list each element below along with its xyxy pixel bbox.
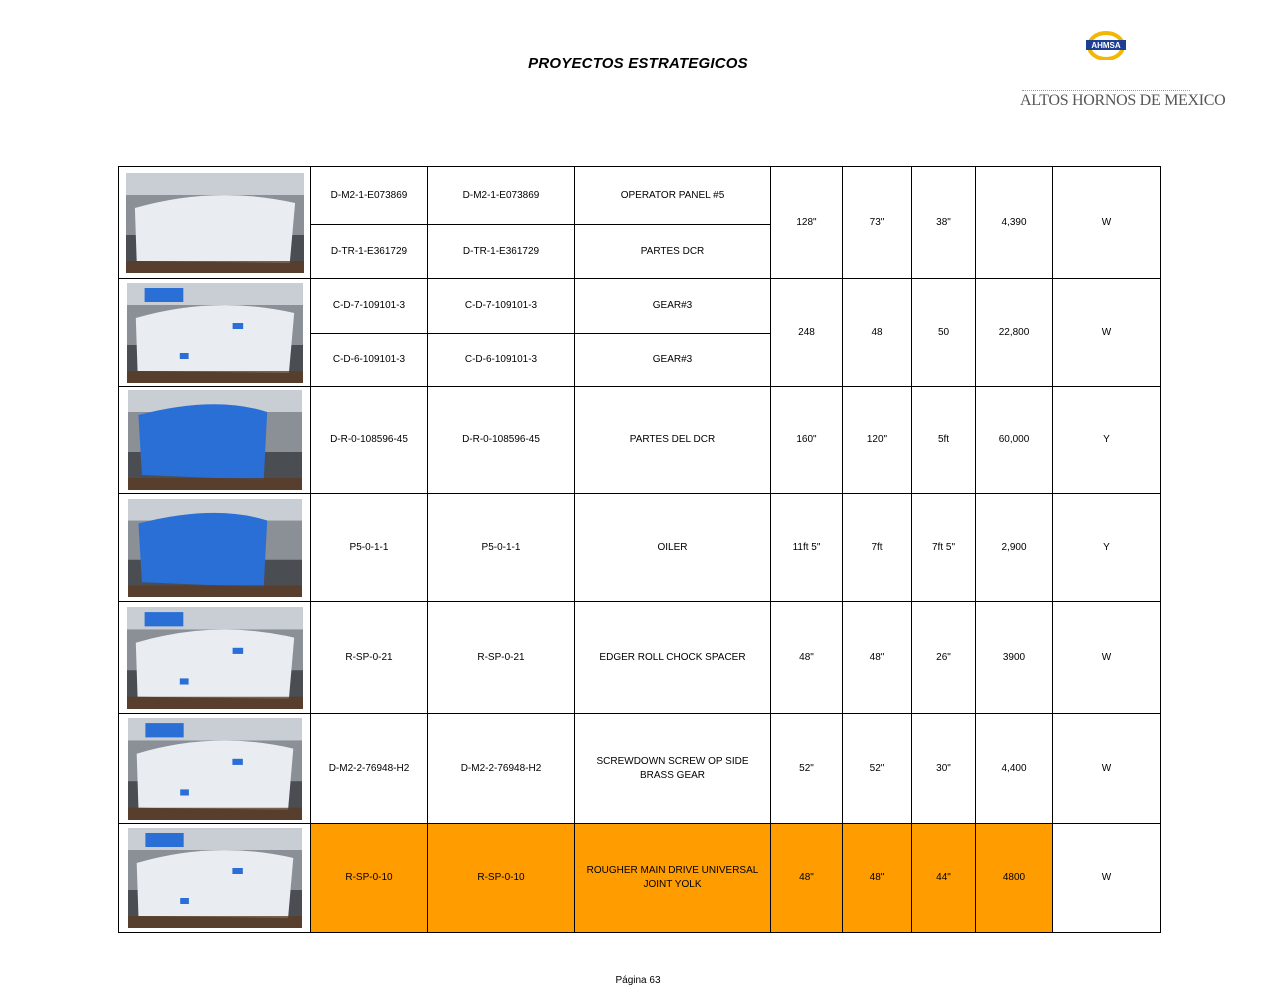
dimension-width: 120" <box>843 387 912 494</box>
logo-company-name: ALTOS HORNOS DE MEXICO <box>1020 92 1226 109</box>
weight-value: 4,390 <box>976 167 1053 279</box>
part-number-a: P5-0-1-1 <box>311 494 428 602</box>
part-number-b: D-M2-1-E073869 <box>428 167 575 225</box>
dimension-width: 7ft <box>843 494 912 602</box>
table-row <box>119 602 1161 714</box>
dimension-height: 50 <box>912 279 976 387</box>
part-number-b: C-D-7-109101-3 <box>428 279 575 334</box>
item-description: GEAR#3 <box>575 334 771 387</box>
logo-divider <box>1022 90 1190 91</box>
weight-value: 22,800 <box>976 279 1053 387</box>
status-code: W <box>1053 714 1161 824</box>
blue-wrapped-dcr-photo <box>128 390 302 490</box>
dimension-length: 11ft 5" <box>771 494 843 602</box>
item-description: OPERATOR PANEL #5 <box>575 167 771 225</box>
item-description: SCREWDOWN SCREW OP SIDE BRASS GEAR <box>575 714 771 824</box>
part-number-a: D-R-0-108596-45 <box>311 387 428 494</box>
wrapped-screwdown-gear-photo <box>128 718 302 820</box>
weight-value: 4800 <box>976 824 1053 933</box>
dimension-height: 5ft <box>912 387 976 494</box>
item-description: PARTES DEL DCR <box>575 387 771 494</box>
table-row <box>119 494 1161 602</box>
photo-cell <box>119 824 311 933</box>
weight-value: 2,900 <box>976 494 1053 602</box>
part-number-b: C-D-6-109101-3 <box>428 334 575 387</box>
part-number-b: R-SP-0-10 <box>428 824 575 933</box>
item-description: GEAR#3 <box>575 279 771 334</box>
part-number-b: D-R-0-108596-45 <box>428 387 575 494</box>
part-number-b: D-TR-1-E361729 <box>428 225 575 279</box>
weight-value: 60,000 <box>976 387 1053 494</box>
table-row <box>119 824 1161 933</box>
dimension-height: 38" <box>912 167 976 279</box>
dimension-height: 30" <box>912 714 976 824</box>
dimension-height: 44" <box>912 824 976 933</box>
dimension-height: 26" <box>912 602 976 714</box>
status-code: W <box>1053 602 1161 714</box>
ahmsa-emblem-icon <box>1084 30 1128 60</box>
part-number-b: R-SP-0-21 <box>428 602 575 714</box>
wrapped-spacer-on-pallet-photo <box>127 607 303 709</box>
dimension-length: 248 <box>771 279 843 387</box>
logo-badge-text: AHMSA <box>1091 41 1121 50</box>
part-number-a: D-M2-2-76948-H2 <box>311 714 428 824</box>
dimension-width: 48" <box>843 824 912 933</box>
photo-cell <box>119 279 311 387</box>
status-code: W <box>1053 279 1161 387</box>
white-wrapped-gear-photo <box>127 283 303 383</box>
status-code: W <box>1053 167 1161 279</box>
weight-value: 4,400 <box>976 714 1053 824</box>
wrapped-universal-joint-photo <box>128 828 302 928</box>
part-number-a: C-D-7-109101-3 <box>311 279 428 334</box>
part-number-a: D-TR-1-E361729 <box>311 225 428 279</box>
page-number: Página 63 <box>615 975 661 986</box>
dimension-width: 48 <box>843 279 912 387</box>
white-wrapped-panel-photo <box>126 173 304 273</box>
part-number-a: D-M2-1-E073869 <box>311 167 428 225</box>
photo-cell <box>119 494 311 602</box>
dimension-width: 48" <box>843 602 912 714</box>
dimension-length: 128" <box>771 167 843 279</box>
parts-table <box>118 166 1161 933</box>
dimension-length: 48" <box>771 602 843 714</box>
photo-cell <box>119 387 311 494</box>
part-number-b: P5-0-1-1 <box>428 494 575 602</box>
dimension-length: 48" <box>771 824 843 933</box>
dimension-length: 52" <box>771 714 843 824</box>
status-code: Y <box>1053 387 1161 494</box>
blue-wrapped-oiler-photo <box>128 499 302 597</box>
photo-cell <box>119 167 311 279</box>
item-description: EDGER ROLL CHOCK SPACER <box>575 602 771 714</box>
status-code: W <box>1053 824 1161 933</box>
weight-value: 3900 <box>976 602 1053 714</box>
part-number-a: R-SP-0-21 <box>311 602 428 714</box>
table-row <box>119 279 1161 334</box>
part-number-b: D-M2-2-76948-H2 <box>428 714 575 824</box>
status-code: Y <box>1053 494 1161 602</box>
photo-cell <box>119 714 311 824</box>
dimension-width: 73" <box>843 167 912 279</box>
dimension-width: 52" <box>843 714 912 824</box>
table-row <box>119 167 1161 225</box>
dimension-height: 7ft 5" <box>912 494 976 602</box>
dimension-length: 160" <box>771 387 843 494</box>
photo-cell <box>119 602 311 714</box>
company-logo <box>1020 26 1226 109</box>
item-description: ROUGHER MAIN DRIVE UNIVERSAL JOINT YOLK <box>575 824 771 933</box>
item-description: PARTES DCR <box>575 225 771 279</box>
part-number-a: C-D-6-109101-3 <box>311 334 428 387</box>
table-row <box>119 714 1161 824</box>
page-title: PROYECTOS ESTRATEGICOS <box>528 55 748 72</box>
table-row <box>119 387 1161 494</box>
item-description: OILER <box>575 494 771 602</box>
part-number-a: R-SP-0-10 <box>311 824 428 933</box>
